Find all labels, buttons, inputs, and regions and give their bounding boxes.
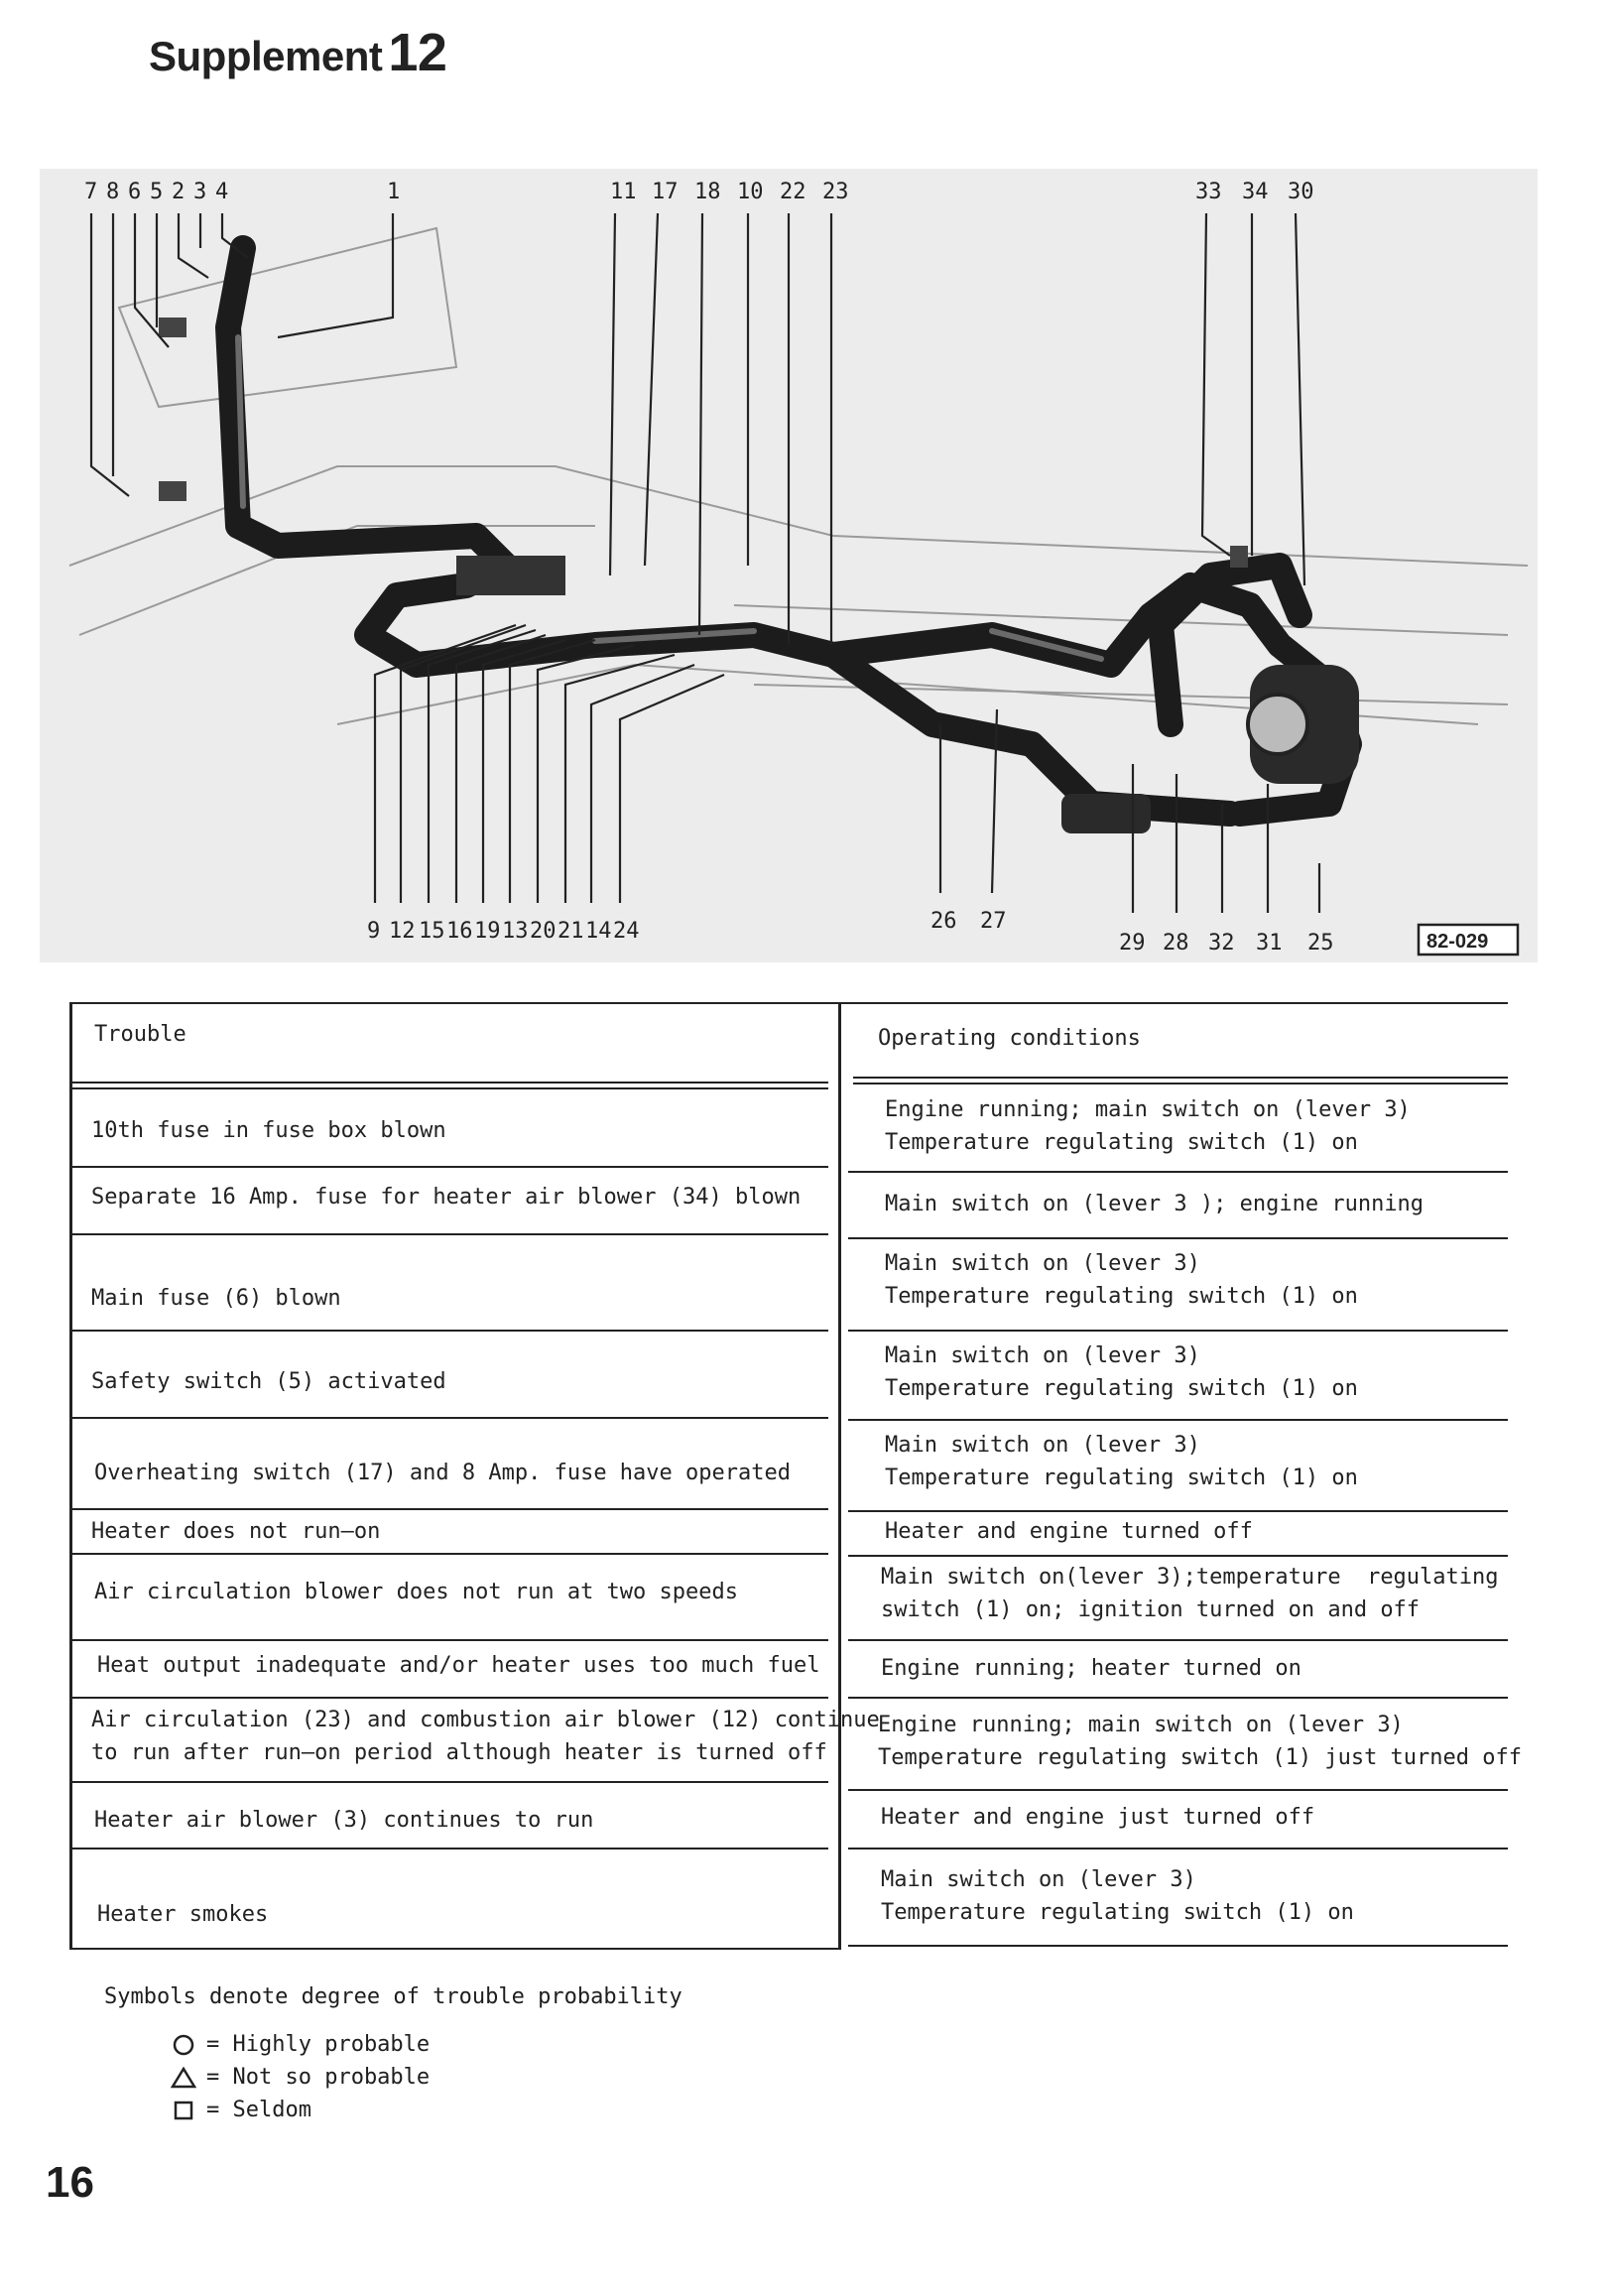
row-divider (69, 1330, 828, 1332)
callout-30: 30 (1288, 180, 1314, 204)
legend-item-seldom (169, 2098, 311, 2122)
row-divider (848, 1419, 1508, 1421)
row-divider (69, 1781, 828, 1783)
row-6-trouble: Heater does not run–on (91, 1519, 381, 1544)
callout-26: 26 (930, 909, 957, 934)
row-4-trouble: Safety switch (5) activated (91, 1369, 446, 1394)
callout-10: 10 (737, 180, 764, 204)
callout-15: 15 (419, 919, 445, 944)
callout-24: 24 (613, 919, 640, 944)
leaders-bottom-right (1133, 764, 1319, 913)
callout-group-top-right (1195, 180, 1314, 585)
figure-id: 82-029 (1426, 931, 1489, 953)
callout-2: 2 (172, 180, 186, 204)
callout-19: 19 (474, 919, 501, 944)
table-top-border (69, 1002, 1508, 1004)
row-9-trouble: Air circulation (23) and combustion air blower (12) continue to run after run–on period although heater is turned off (91, 1708, 880, 1765)
row-5-conditions: Main switch on (lever 3) Temperature regulating switch (1) on (885, 1433, 1358, 1490)
callout-8: 8 (106, 180, 120, 204)
switch-box-lower (159, 481, 186, 501)
callout-6: 6 (128, 180, 142, 204)
page-number: 16 (46, 2158, 94, 2207)
row-divider (848, 1639, 1508, 1641)
fuse-holder (1230, 546, 1248, 568)
header-title: Supplement (149, 33, 383, 79)
row-divider (848, 1330, 1508, 1332)
callout-3: 3 (193, 180, 207, 204)
row-divider (848, 1789, 1508, 1791)
callout-20: 20 (530, 919, 557, 944)
legend-label: = Not so probable (206, 2065, 431, 2090)
callout-11: 11 (610, 180, 637, 204)
legend-label: = Seldom (206, 2098, 311, 2122)
table-bottom-border (69, 1948, 838, 1950)
troubleshooting-table (69, 1002, 1523, 1955)
legend-label: = Highly probable (206, 2032, 431, 2057)
header-number: 12 (388, 23, 447, 82)
blower-fan (1248, 695, 1307, 754)
callout-33: 33 (1195, 180, 1222, 204)
column-header-conditions: Operating conditions (878, 1026, 1141, 1051)
row-1-trouble: 10th fuse in fuse box blown (91, 1118, 446, 1143)
row-10-trouble: Heater air blower (3) continues to run (94, 1808, 594, 1833)
leaders-top-mid (610, 213, 831, 645)
diagram-svg (40, 169, 1538, 962)
leader-1 (278, 213, 393, 337)
header-separator-left-2 (69, 1087, 828, 1089)
callout-25: 25 (1307, 931, 1334, 956)
row-divider (848, 1697, 1508, 1699)
row-divider (69, 1233, 828, 1235)
row-10-conditions: Heater and engine just turned off (881, 1805, 1315, 1830)
row-divider (69, 1639, 828, 1641)
heater-exploded-diagram (40, 169, 1538, 962)
row-8-trouble: Heat output inadequate and/or heater uses too much fuel (97, 1653, 820, 1678)
callout-21: 21 (558, 919, 584, 944)
header-separator-right (853, 1077, 1508, 1079)
callout-13: 13 (502, 919, 529, 944)
row-6-conditions: Heater and engine turned off (885, 1519, 1253, 1544)
page-header (149, 22, 446, 83)
callout-5: 5 (150, 180, 164, 204)
row-divider (69, 1508, 828, 1510)
callout-14: 14 (585, 919, 612, 944)
legend-item-not-so-probable (169, 2065, 430, 2090)
heater-unit-bracket (456, 556, 565, 595)
callout-7: 7 (84, 180, 98, 204)
row-4-conditions: Main switch on (lever 3) Temperature regulating switch (1) on (885, 1343, 1358, 1401)
row-2-trouble: Separate 16 Amp. fuse for heater air blower (34) blown (91, 1185, 802, 1210)
table-bottom-border-right (848, 1945, 1508, 1947)
row-2-conditions: Main switch on (lever 3 ); engine running (885, 1192, 1425, 1216)
callout-27: 27 (980, 909, 1007, 934)
row-11-trouble: Heater smokes (97, 1902, 269, 1927)
triangle-icon (169, 2066, 198, 2090)
row-3-conditions: Main switch on (lever 3) Temperature regulating switch (1) on (885, 1251, 1358, 1309)
row-divider (69, 1848, 828, 1850)
row-5-trouble: Overheating switch (17) and 8 Amp. fuse have operated (94, 1461, 791, 1485)
header-separator-right-2 (853, 1083, 1508, 1084)
row-3-trouble: Main fuse (6) blown (91, 1286, 341, 1311)
callout-34: 34 (1242, 180, 1269, 204)
row-divider (848, 1171, 1508, 1173)
callout-group-bottom-right (1119, 764, 1334, 956)
legend-item-highly-probable (169, 2032, 430, 2057)
row-8-conditions: Engine running; heater turned on (881, 1656, 1301, 1681)
callout-29: 29 (1119, 931, 1146, 956)
row-divider (69, 1553, 828, 1555)
callout-18: 18 (694, 180, 721, 204)
callout-12: 12 (389, 919, 416, 944)
callout-16: 16 (446, 919, 473, 944)
row-divider (848, 1555, 1508, 1557)
callout-4: 4 (215, 180, 229, 204)
circle-icon (169, 2033, 198, 2057)
callout-31: 31 (1256, 931, 1283, 956)
duct-highlight (238, 337, 1101, 659)
row-divider (848, 1237, 1508, 1239)
switch-box-upper (159, 318, 186, 337)
row-divider (848, 1848, 1508, 1850)
legend-title: Symbols denote degree of trouble probability (104, 1984, 682, 2009)
muffler (1061, 794, 1151, 833)
callout-28: 28 (1163, 931, 1189, 956)
callout-22: 22 (780, 180, 806, 204)
callout-1: 1 (387, 180, 401, 204)
row-divider (69, 1417, 828, 1419)
row-11-conditions: Main switch on (lever 3) Temperature regulating switch (1) on (881, 1867, 1354, 1925)
row-9-conditions: Engine running; main switch on (lever 3) Temperature regulating switch (1) just turned off (878, 1713, 1523, 1770)
row-7-conditions: Main switch on(lever 3);temperature regulating switch (1) on; ignition turned on and off (881, 1565, 1499, 1622)
leaders-top-right (1202, 213, 1304, 585)
row-divider (69, 1697, 828, 1699)
row-7-trouble: Air circulation blower does not run at two speeds (94, 1580, 739, 1604)
header-separator-left (69, 1082, 828, 1084)
row-1-conditions: Engine running; main switch on (lever 3) Temperature regulating switch (1) on (885, 1097, 1411, 1155)
row-divider (69, 1166, 828, 1168)
callout-group-top-mid (610, 180, 849, 645)
callout-17: 17 (652, 180, 679, 204)
callout-23: 23 (822, 180, 849, 204)
table-column-divider (838, 1002, 841, 1950)
column-header-trouble: Trouble (94, 1022, 186, 1047)
row-divider (848, 1510, 1508, 1512)
callout-32: 32 (1208, 931, 1235, 956)
table-left-border (69, 1002, 72, 1950)
square-icon (169, 2099, 198, 2122)
callout-9: 9 (367, 919, 381, 944)
